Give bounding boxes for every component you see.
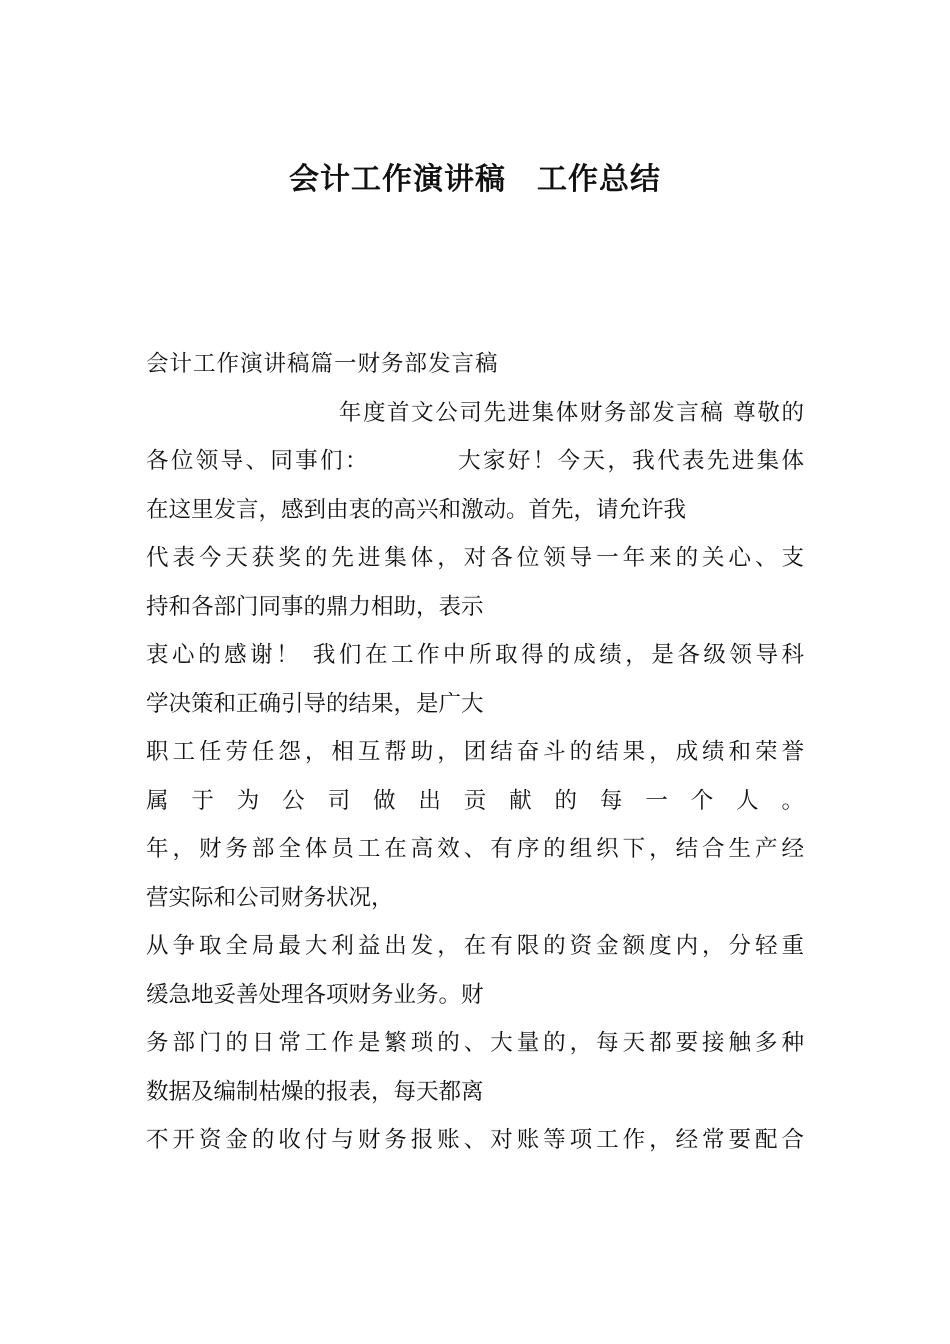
body-line: 务部门的日常工作是繁琐的、大量的，每天都要接触多种 — [146, 1030, 804, 1056]
body-line: 从争取全局最大利益出发，在有限的资金额度内，分轻重 — [146, 933, 804, 959]
body-line: 年度首文公司先进集体财务部发言稿 尊敬的 — [146, 399, 804, 426]
document-title: 会计工作演讲稿 工作总结 — [289, 162, 661, 197]
body-line: 缓急地妥善处理各项财务业务。财 — [146, 981, 484, 1008]
body-line: 持和各部门同事的鼎力相助，表示 — [146, 593, 484, 620]
document-body — [146, 340, 804, 1165]
body-line: 不开资金的收付与财务报账、对账等项工作，经常要配合 — [146, 1127, 804, 1153]
body-line: 年，财务部全体员工在高效、有序的组织下，结合生产经 — [146, 836, 804, 862]
body-line: 职工任劳任怨，相互帮助，团结奋斗的结果，成绩和荣誉 — [146, 739, 804, 765]
body-line: 各位领导、同事们： 大家好！今天，我代表先进集体 — [146, 448, 804, 474]
body-line: 属 于 为 公 司 做 出 贡 献 的 每 一 个 人 。 — [146, 787, 804, 814]
body-line: 数据及编制枯燥的报表，每天都离 — [146, 1078, 484, 1105]
body-line: 代表今天获奖的先进集体，对各位领导一年来的关心、支 — [146, 545, 804, 571]
section-heading: 会计工作演讲稿篇一财务部发言稿 — [146, 351, 499, 377]
body-line: 衷心的感谢！ 我们在工作中所取得的成绩，是各级领导科 — [146, 642, 804, 668]
body-line: 营实际和公司财务状况， — [146, 884, 394, 911]
body-line: 学决策和正确引导的结果，是广大 — [146, 690, 484, 717]
body-line: 在这里发言，感到由衷的高兴和激动。首先，请允许我 — [146, 496, 687, 523]
